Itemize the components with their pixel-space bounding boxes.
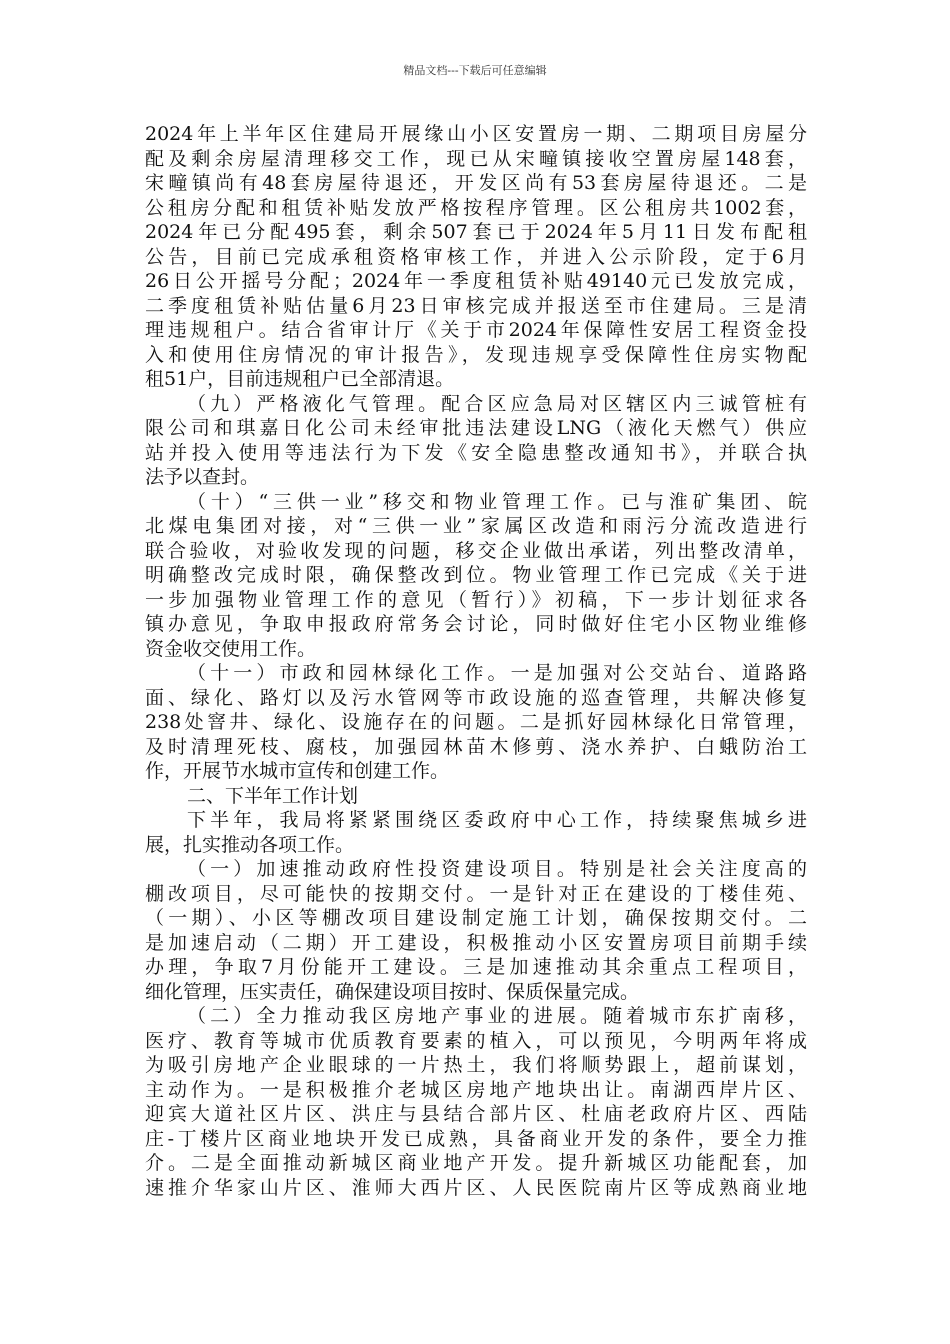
text-line: 入和使用住房情况的审计报告》，发现违规享受保障性住房实物配 <box>145 343 807 366</box>
text-line: 一步加强物业管理工作的意见（暂行）》初稿，下一步计划征求各 <box>145 588 807 611</box>
text-line: （十）“三供一业”移交和物业管理工作。已与淮矿集团、皖 <box>187 490 807 513</box>
text-line: 限公司和琪嘉日化公司未经审批违法建设LNG（液化天燃气）供应 <box>145 417 807 439</box>
text-line: 二、下半年工作计划 <box>187 784 359 807</box>
text-line: 238处窨井、绿化、设施存在的问题。二是抓好园林绿化日常管理， <box>145 711 807 733</box>
text-line: 棚改项目，尽可能快的按期交付。一是针对正在建设的丁楼佳苑、 <box>145 882 807 905</box>
text-line: 2024年上半年区住建局开展缘山小区安置房一期、二期项目房屋分 <box>145 123 807 145</box>
text-line: 为吸引房地产企业眼球的一片热土，我们将顺势跟上，超前谋划， <box>145 1054 807 1076</box>
text-line: 介。二是全面推动新城区商业地产开发。提升新城区功能配套，加 <box>145 1152 807 1174</box>
text-line: 法予以查封。 <box>145 466 260 488</box>
text-line: 二季度租赁补贴估量6月23日审核完成并报送至市住建局。三是清 <box>145 294 807 317</box>
text-line: 下半年，我局将紧紧围绕区委政府中心工作，持续聚焦城乡进 <box>187 809 807 831</box>
text-line: 联合验收，对验收发现的问题，移交企业做出承诺，列出整改清单， <box>145 539 807 562</box>
document-body <box>145 122 807 1200</box>
text-line: 2024年已分配495套，剩余507套已于2024年5月11日发布配租 <box>145 221 807 243</box>
text-line: 细化管理，压实责任，确保建设项目按时、保质保量完成。 <box>145 980 640 1003</box>
text-line: （一期）、小区等棚改项目建设制定施工计划，确保按期交付。二 <box>145 907 807 929</box>
text-line: 速推介华家山片区、淮师大西片区、人民医院南片区等成熟商业地 <box>145 1176 807 1199</box>
text-line: 公告，目前已完成承租资格审核工作，并进入公示阶段，定于6月 <box>145 245 807 268</box>
text-line: 展，扎实推动各项工作。 <box>145 833 355 856</box>
text-line: 站并投入使用等违法行为下发《安全隐患整改通知书》，并联合执 <box>145 441 807 464</box>
text-line: 配及剩余房屋清理移交工作，现已从宋疃镇接收空置房屋148套， <box>145 147 807 170</box>
text-line: 镇办意见，争取申报政府常务会讨论，同时做好住宅小区物业维修 <box>145 613 807 635</box>
text-line: 迎宾大道社区片区、洪庄与县结合部片区、杜庙老政府片区、西陆 <box>145 1103 807 1125</box>
text-line: 北煤电集团对接，对“三供一业”家属区改造和雨污分流改造进行 <box>145 515 807 537</box>
text-line: 租51户，目前违规租户已全部清退。 <box>145 368 455 390</box>
text-line: 医疗、教育等城市优质教育要素的植入，可以预见，今明两年将成 <box>145 1029 807 1052</box>
text-line: （九）严格液化气管理。配合区应急局对区辖区内三诚管桩有 <box>187 392 807 415</box>
text-line: （二）全力推动我区房地产事业的进展。随着城市东扩南移， <box>187 1005 807 1027</box>
text-line: 庄-丁楼片区商业地块开发已成熟，具备商业开发的条件，要全力推 <box>145 1127 807 1150</box>
text-line: （十一）市政和园林绿化工作。一是加强对公交站台、道路路 <box>187 662 807 684</box>
text-line: 资金收交使用工作。 <box>145 637 317 660</box>
text-line: 作，开展节水城市宣传和创建工作。 <box>145 760 450 782</box>
text-line: 办理，争取7月份能开工建设。三是加速推动其余重点工程项目， <box>145 956 807 978</box>
text-line: 面、绿化、路灯以及污水管网等市政设施的巡查管理，共解决修复 <box>145 686 807 709</box>
text-line: 及时清理死枝、腐枝，加强园林苗木修剪、浇水养护、白蛾防治工 <box>145 735 807 758</box>
text-line: （一）加速推动政府性投资建设项目。特别是社会关注度高的 <box>187 858 807 880</box>
text-line: 26日公开摇号分配；2024年一季度租赁补贴49140元已发放完成， <box>145 270 807 292</box>
text-line: 是加速启动（二期）开工建设，积极推动小区安置房项目前期手续 <box>145 931 807 954</box>
text-line: 主动作为。一是积极推介老城区房地产地块出让。南湖西岸片区、 <box>145 1078 807 1101</box>
text-line: 宋疃镇尚有48套房屋待退还，开发区尚有53套房屋待退还。二是 <box>145 172 807 194</box>
text-line: 公租房分配和租赁补贴发放严格按程序管理。区公租房共1002套， <box>145 196 807 219</box>
text-line: 理违规租户。结合省审计厅《关于市2024年保障性安居工程资金投 <box>145 319 807 341</box>
page-header: 精品文档---下载后可任意编辑 <box>403 64 547 77</box>
text-line: 明确整改完成时限，确保整改到位。物业管理工作已完成《关于进 <box>145 564 807 586</box>
